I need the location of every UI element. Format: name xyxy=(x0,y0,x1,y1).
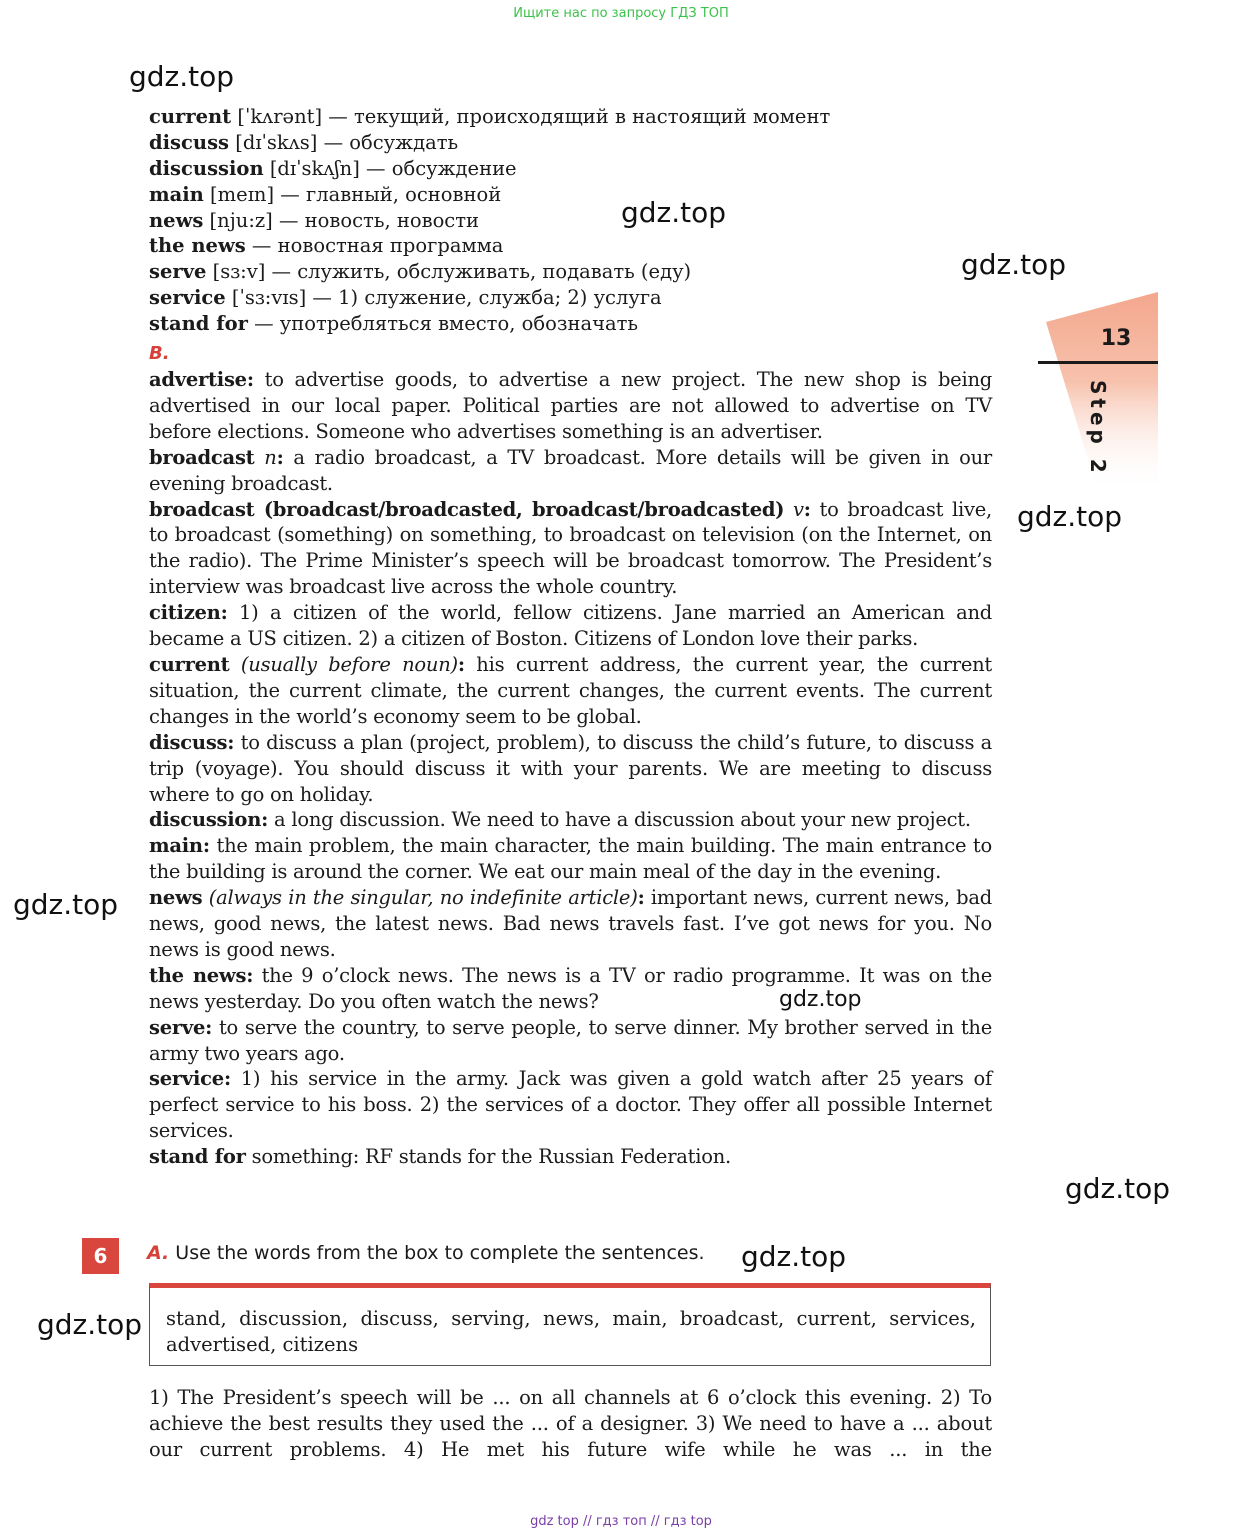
vocab-item: service [ˈsɜ:vɪs] — 1) служение, служба; 2) услуга xyxy=(149,286,662,310)
entry-headword: advertise xyxy=(149,368,247,391)
watermark: gdz.top xyxy=(129,60,235,93)
entry-examples: to advertise goods, to advertise a new project. The new shop is being advertised in our local paper. Political parties are not allowed to advertise on TV before elections. Someone who advertises something is an advertiser. xyxy=(149,368,992,443)
entry-paragraph: current (usually before noun): his current address, the current year, the current situation, the current climate, the current changes, the current events. The current changes in the world’s economy seem to be global. xyxy=(149,652,992,728)
footer-links[interactable]: gdz top // гдз топ // гдз top xyxy=(530,1514,712,1529)
vocab-item: current [ˈkʌrənt] — текущий, происходящий в настоящий момент xyxy=(149,105,831,128)
entry-examples: important news, current news, bad news, good news, the latest news. Bad news travels fast. I’ve got news for you. No news is good news. xyxy=(149,886,992,961)
entry-headword: stand for xyxy=(149,1145,246,1169)
entry-examples: a radio broadcast, a TV broadcast. More details will be given in our evening broadcast. xyxy=(149,445,992,495)
entry-paragraph: serve: to serve the country, to serve people, to serve dinner. My brother served in the army two years ago. xyxy=(149,1015,992,1065)
entry-headword: the news xyxy=(149,963,247,987)
entry-paragraph: service: 1) his service in the army. Jack was given a gold watch after 25 years of perfect service to his boss. 2) the services of a doctor. They offer all possible Internet services. xyxy=(149,1067,992,1143)
entry-paragraph: advertise: to advertise goods, to advertise a new project. The new shop is being advertised in our local paper. Political parties are not allowed to advertise on TV before elections. Someone who advertises something is an advertiser. xyxy=(149,368,992,443)
vocabulary-list xyxy=(149,104,909,337)
entry-headword: citizen xyxy=(149,601,221,625)
watermark: gdz.top xyxy=(13,888,119,921)
entry-examples: 1) his service in the army. Jack was given a gold watch after 25 years of perfect service to his boss. 2) the services of a doctor. They offer all possible Internet services. xyxy=(149,1067,992,1143)
step-tab xyxy=(1038,292,1160,492)
entry-examples: to discuss a plan (project, problem), to discuss the child’s future, to discuss a trip (voyage). You should discuss it with your parents. We are meeting to discuss where to go on holiday. xyxy=(149,730,992,806)
entry-examples: to broadcast live, to broadcast (something) on something, to broadcast on television (on the Internet, on the radio). The Prime Minister’s speech will be broadcast tomorrow. The President’s interview was broadcast live across the whole country. xyxy=(149,497,992,599)
entry-paragraph: the news: the 9 o’clock news. The news is a TV or radio programme. It was on the news yesterday. Do you often watch the news? xyxy=(149,963,992,1013)
entry-grammar-note: n xyxy=(254,445,277,469)
vocab-item: serve [sɜ:v] — служить, обслуживать, подавать (еду) xyxy=(149,260,692,284)
entry-examples: the main problem, the main character, the main building. The main entrance to the building is around the corner. We eat our main meal of the day in the evening. xyxy=(149,834,992,884)
entry-headword: broadcast (broadcast/broadcasted, broadcast/broadcasted) xyxy=(149,497,785,521)
entry-examples: 1) a citizen of the world, fellow citizens. Jane married an American and became a US citizen. 2) a citizen of Boston. Citizens of London love their parks. xyxy=(149,601,992,651)
watermark: gdz.top xyxy=(741,1240,847,1273)
entry-headword: news xyxy=(149,886,203,910)
vocab-item: main [meɪn] — главный, основной xyxy=(149,182,502,206)
entry-paragraph: main: the main problem, the main character, the main building. The main entrance to the building is around the corner. We eat our main meal of the day in the evening. xyxy=(149,834,992,884)
exercise-number-badge: 6 xyxy=(82,1238,119,1274)
entry-headword: broadcast xyxy=(149,445,255,469)
step-label: Step 2 xyxy=(1086,380,1110,477)
entry-headword: discussion xyxy=(149,808,262,832)
vocab-item: news [nju:z] — новость, новости xyxy=(149,208,480,232)
step-number: 13 xyxy=(1100,326,1132,351)
entry-examples: a long discussion. We need to have a discussion about your new project. xyxy=(268,808,971,832)
entry-examples: to serve the country, to serve people, to serve dinner. My brother served in the army two years ago. xyxy=(149,1015,992,1065)
section-b-label: B. xyxy=(149,343,170,364)
watermark: gdz.top xyxy=(961,248,1067,281)
entry-examples: something: RF stands for the Russian Federation. xyxy=(245,1145,731,1169)
search-banner[interactable]: Ищите нас по запросу ГДЗ ТОП xyxy=(513,6,729,21)
watermark: gdz.top xyxy=(1017,500,1123,533)
entry-grammar-note: v xyxy=(784,497,804,521)
entry-paragraph: citizen: 1) a citizen of the world, fellow citizens. Jane married an American and became a US citizen. 2) a citizen of Boston. Citizens of London love their parks. xyxy=(149,601,992,651)
exercise-instruction-text: Use the words from the box to complete the sentences. xyxy=(175,1242,705,1264)
entry-headword: serve xyxy=(149,1015,206,1039)
word-box-words: stand, discussion, discuss, serving, news, main, broadcast, current, services, advertised, citizens xyxy=(166,1307,976,1356)
vocab-item: stand for — употребляться вместо, обозначать xyxy=(149,312,638,336)
word-box xyxy=(149,1283,991,1366)
entry-examples: the 9 o’clock news. The news is a TV or radio programme. It was on the news yesterday. Do you often watch the news? xyxy=(149,963,992,1013)
entry-examples: his current address, the current year, the current situation, the current climate, the current changes, the current events. The current changes in the world’s economy seem to be global. xyxy=(149,652,992,728)
entry-paragraph xyxy=(149,1144,992,1170)
watermark: gdz.top xyxy=(1065,1172,1171,1205)
vocab-item: discuss [dɪˈskʌs] — обсуждать xyxy=(149,130,459,154)
exercise-instruction xyxy=(147,1242,705,1264)
watermark: gdz.top xyxy=(621,196,727,229)
entry-headword: main xyxy=(149,834,203,858)
exercise-sentences: 1) The President’s speech will be ... on all channels at 6 o’clock this evening. 2) To achieve the best results they used the ... of a designer. 3) We need to have a ... about our current problems. 4) He met his future wife while he was ... in the xyxy=(149,1386,992,1461)
entry-headword: service xyxy=(149,1067,224,1091)
exercise-letter: A. xyxy=(147,1242,170,1264)
watermark: gdz.top xyxy=(37,1308,143,1341)
entry-paragraph: news (always in the singular, no indefinite article): important news, current news, bad news, good news, the latest news. Bad news travels fast. I’ve got news for you. No news is good news. xyxy=(149,886,992,961)
entry-headword: discuss xyxy=(149,730,228,754)
entry-grammar-note: (always in the singular, no indefinite article) xyxy=(202,886,638,910)
entries-text xyxy=(149,367,992,1170)
entry-grammar-note: (usually before noun) xyxy=(229,652,458,676)
entry-headword: current xyxy=(149,652,230,676)
entry-paragraph: discussion: a long discussion. We need to have a discussion about your new project. xyxy=(149,808,971,832)
entry-paragraph: broadcast n: a radio broadcast, a TV broadcast. More details will be given in our evening broadcast. xyxy=(149,445,992,495)
watermark: gdz.top xyxy=(779,987,862,1012)
entry-paragraph: broadcast (broadcast/broadcasted, broadcast/broadcasted) v: to broadcast live, to broadcast (something) on something, to broadcast on television (on the Internet, on the radio). The Prime Minister’s speech will be broadcast tomorrow. The President’s interview was broadcast live across the whole country. xyxy=(149,497,992,599)
vocab-item: discussion [dɪˈskʌʃn] — обсуждение xyxy=(149,156,517,180)
vocab-item: the news — новостная программа xyxy=(149,234,504,258)
entry-paragraph: discuss: to discuss a plan (project, problem), to discuss the child’s future, to discuss a trip (voyage). You should discuss it with your parents. We are meeting to discuss where to go on holiday. xyxy=(149,730,992,806)
